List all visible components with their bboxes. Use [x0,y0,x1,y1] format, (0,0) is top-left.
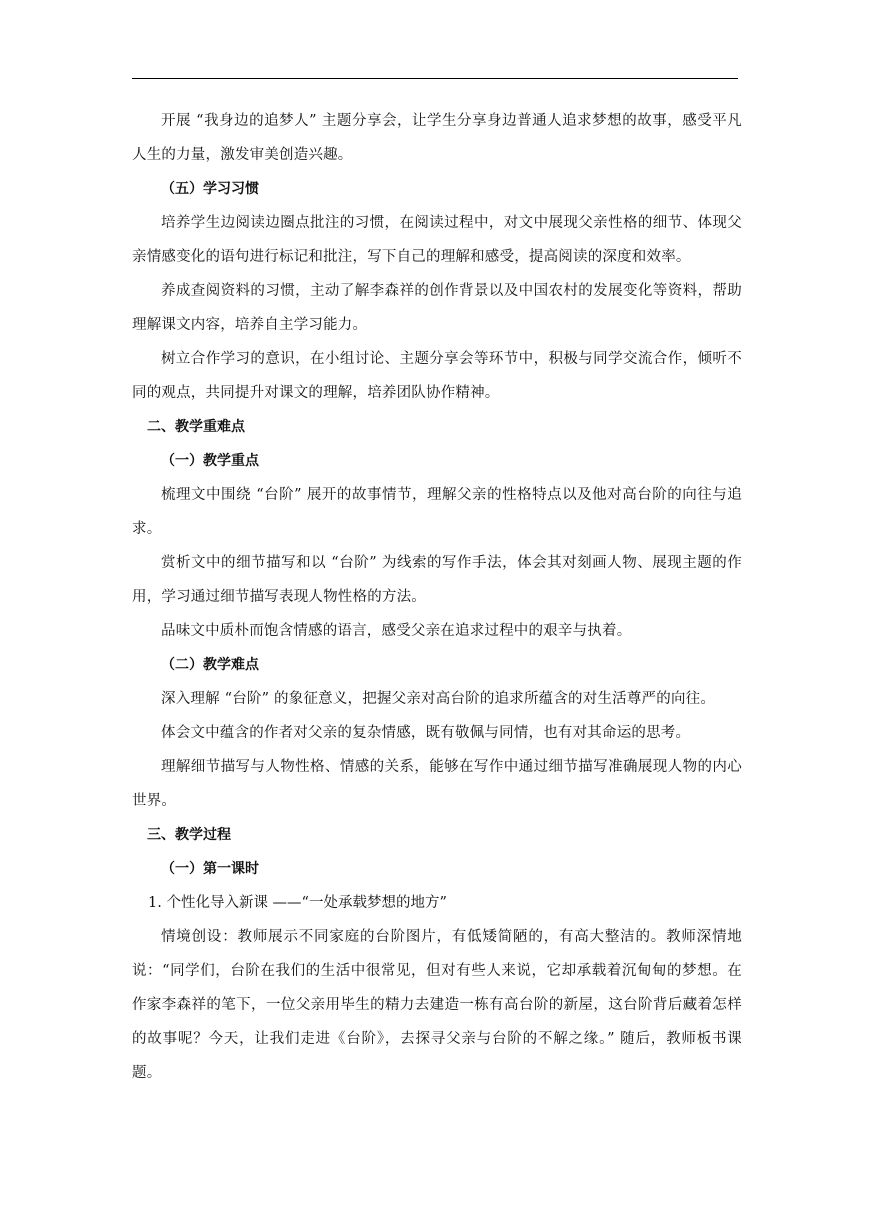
paragraph-annotation-habit: 培养学生边阅读边圈点批注的习惯，在阅读过程中，对文中展现父亲性格的细节、体现父亲情感变化的语句进行标记和批注，写下自己的理解和感受，提高阅读的深度和效率。 [132,215,742,265]
paragraph-key-point-3: 品味文中质朴而饱含情感的语言，感受父亲在追求过程中的艰辛与执着。 [161,623,632,639]
paragraph-difficult-point-2: 体会文中蕴含的作者对父亲的复杂情感，既有敬佩与同情，也有对其命运的思考。 [161,725,691,741]
paragraph-sharing-session: 开展 “我身边的追梦人” 主题分享会，让学生分享身边普通人追求梦想的故事，感受平凡人生的力量，激发审美创造兴趣。 [132,113,742,163]
paragraph-key-point-1: 梳理文中围绕 “台阶” 展开的故事情节，理解父亲的性格特点以及他对高台阶的向往与追求。 [132,487,742,537]
paragraph-research-habit: 养成查阅资料的习惯，主动了解李森祥的创作背景以及中国农村的发展变化等资料，帮助理解课文内容，培养自主学习能力。 [132,283,742,333]
paragraph-cooperation: 树立合作学习的意识，在小组讨论、主题分享会等环节中，积极与同学交流合作，倾听不同的观点，共同提升对课文的理解，培养团队协作精神。 [132,351,742,401]
heading-key-points: （一）教学重点 [161,453,259,469]
heading-difficult-points: （二）教学难点 [161,657,259,673]
paragraph-scenario: 情境创设：教师展示不同家庭的台阶图片，有低矮简陋的，有高大整洁的。教师深情地说：“同学们，台阶在我们的生活中很常见，但对有些人来说，它却承载着沉甸甸的梦想。在作家李森祥的笔下，一位父亲用毕生的精力去建造一栋有高台阶的新屋，这台阶背后藏着怎样的故事呢？今天，让我们走进《台阶》，去探寻父亲与台阶的不解之缘。” 随后，教师板书课题。 [132,929,742,1081]
heading-first-lesson: （一）第一课时 [161,861,259,877]
heading-learning-habits: （五）学习习惯 [161,181,259,197]
paragraph-difficult-point-1: 深入理解 “台阶” 的象征意义，把握父亲对高台阶的追求所蕴含的对生活尊严的向往。 [161,691,716,707]
paragraph-difficult-point-3: 理解细节描写与人物性格、情感的关系，能够在写作中通过细节描写准确展现人物的内心世界。 [132,759,742,809]
heading-teaching-process: 三、教学过程 [147,827,231,843]
step-1-title: 1. 个性化导入新课 ——“一处承载梦想的地方” [148,895,447,911]
paragraph-key-point-2: 赏析文中的细节描写和以 “台阶” 为线索的写作手法，体会其对刻画人物、展现主题的作用，学习通过细节描写表现人物性格的方法。 [132,555,742,605]
heading-key-difficult-points: 二、教学重难点 [147,419,245,435]
document-body [132,104,742,1090]
header-rule [132,78,738,79]
